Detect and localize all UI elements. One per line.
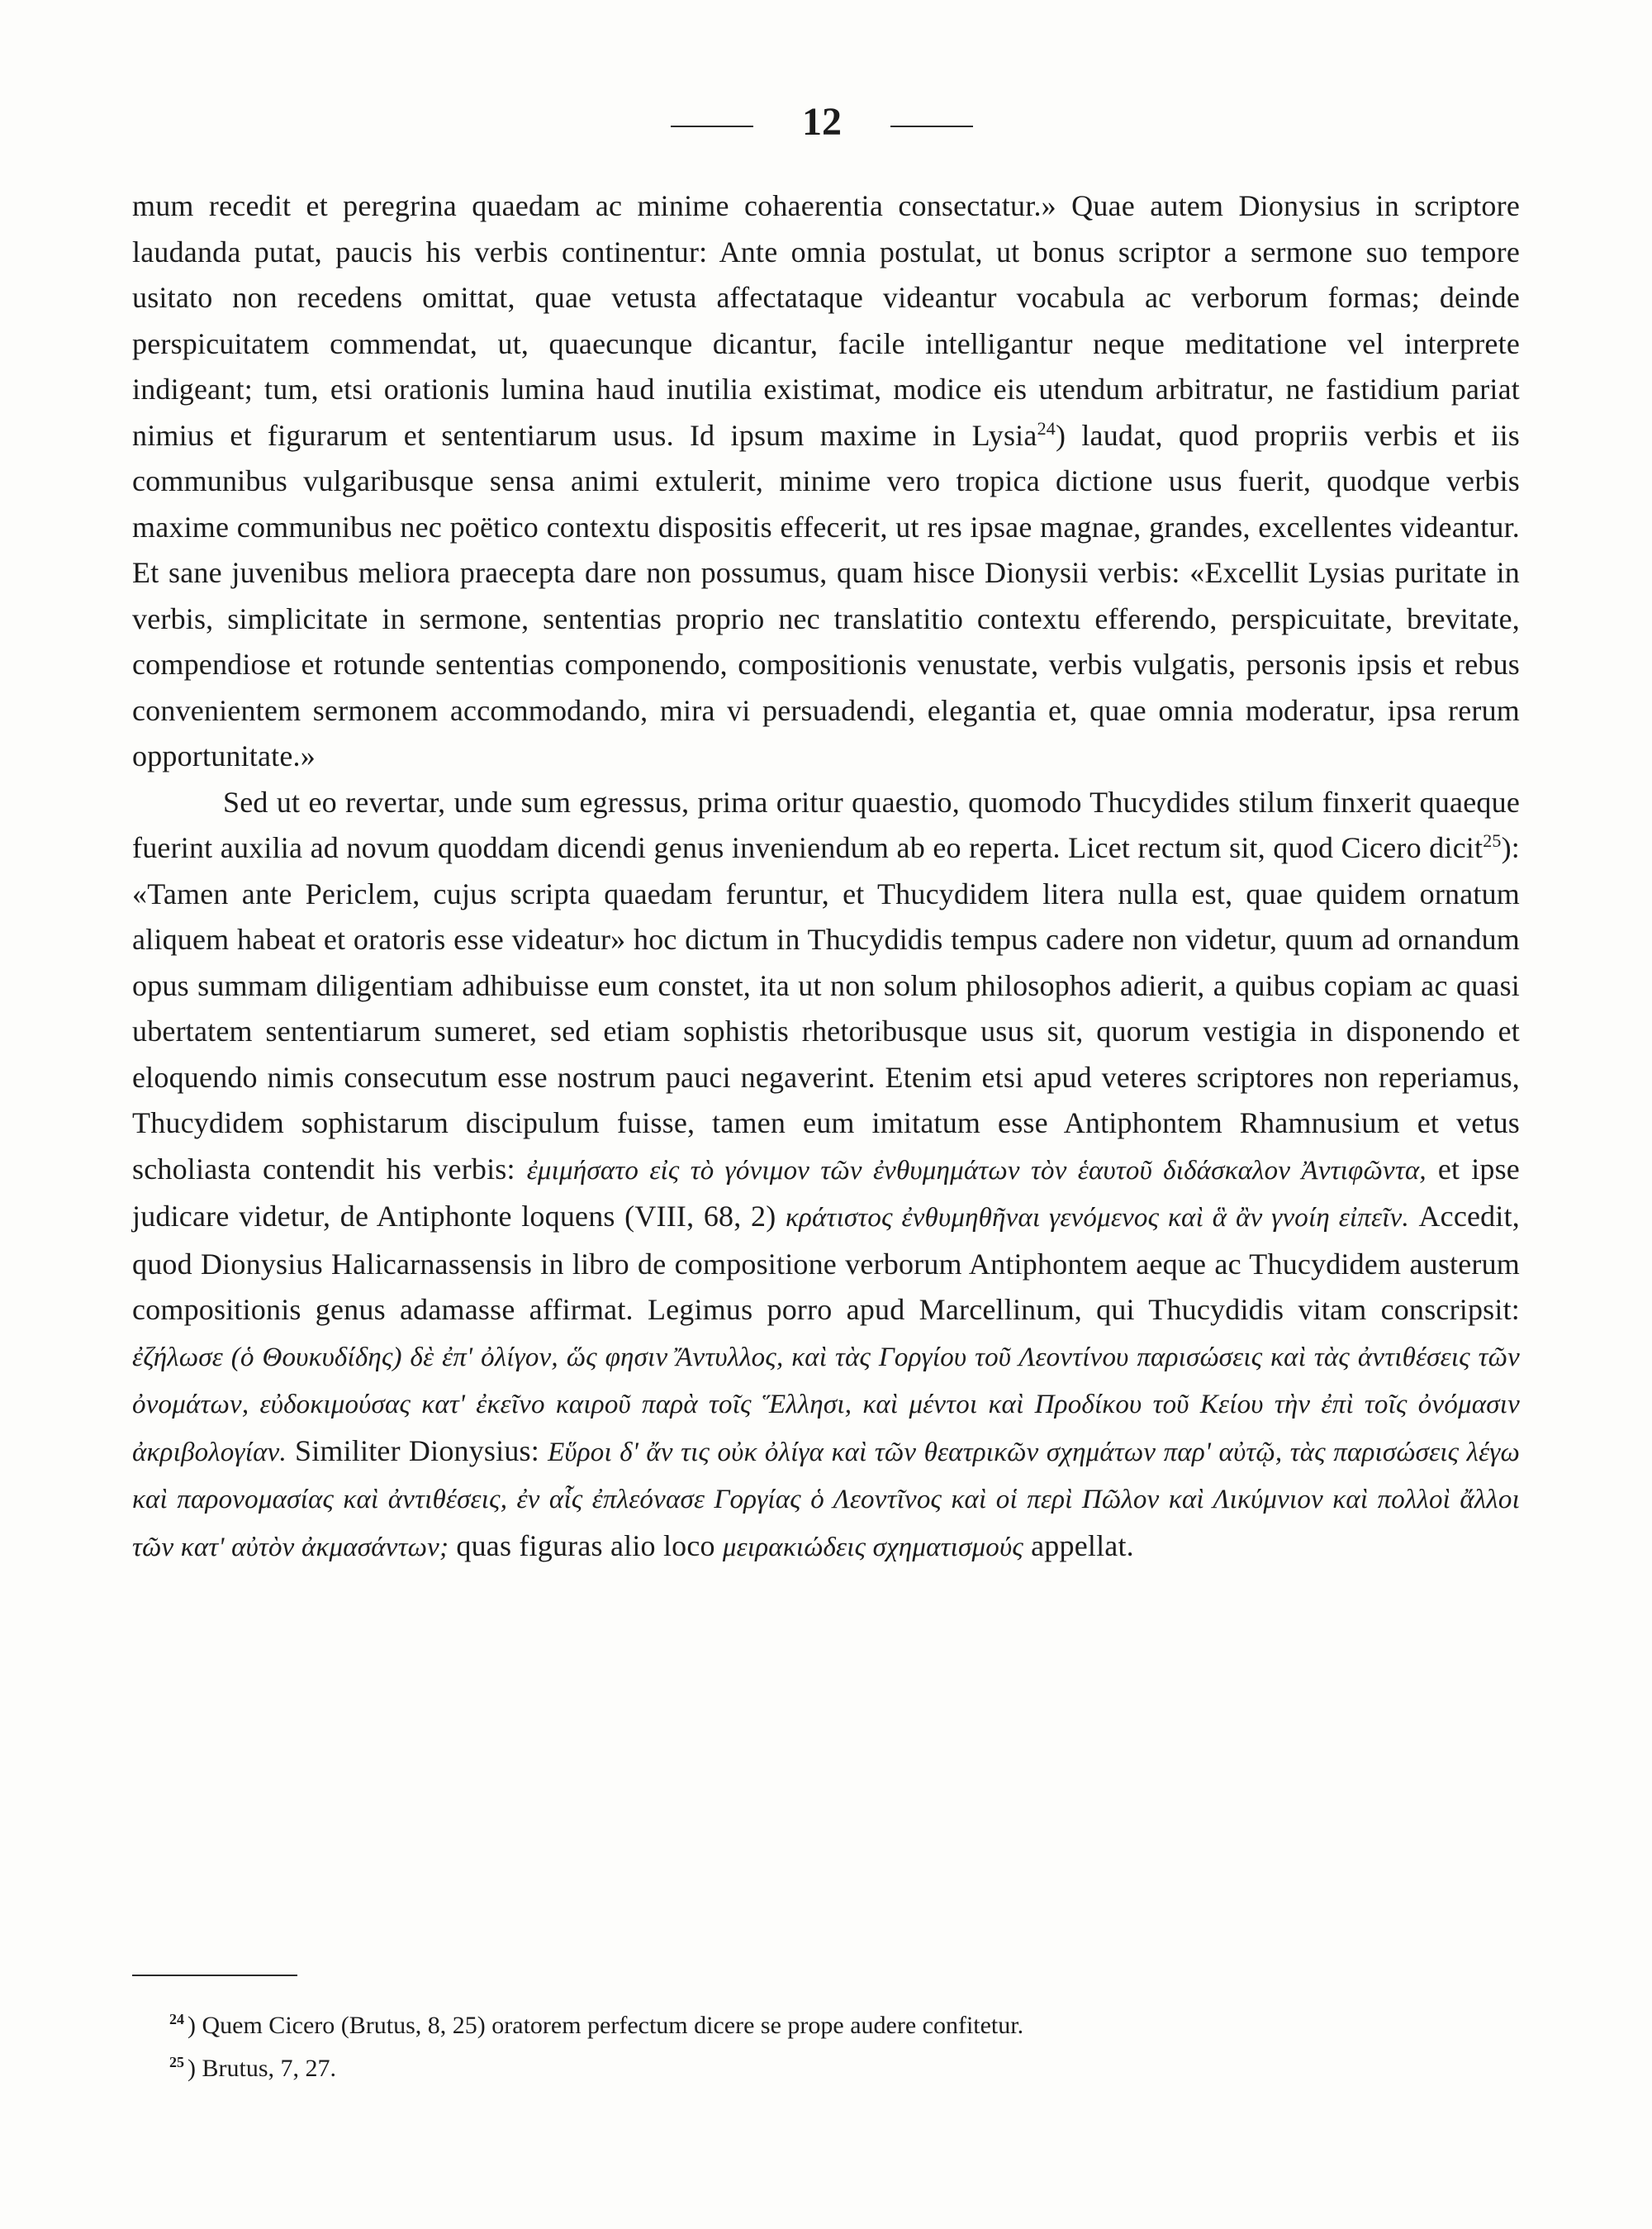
greek-quotation: ἐζήλωσε (ὁ Θουκυδίδης) δὲ ἐπ' ὀλίγον, ὥς φησιν Ἄντυλλος, καὶ τὰς Γοργίου τοῦ Λεοντίνου παρισώσεις καὶ τὰς ἀντιθέσεις τῶν ὀνομάτων, εὐδοκιμούσας κατ' ἐκεῖνο καιροῦ παρὰ τοῖς Ἕλλησι, καὶ μέντοι καὶ Προδίκου τοῦ Κείου τὴν ἐπὶ τοῖς ὀνόμασιν ἀκριβολογίαν. xyxy=(132,1342,1520,1467)
paragraph xyxy=(132,780,1520,1571)
footnote-text: ) Quem Cicero (Brutus, 8, 25) oratorem perfectum dicere se prope audere confitetur. xyxy=(188,2012,1024,2039)
footnote xyxy=(169,2044,1491,2087)
page-number: 12 xyxy=(802,100,842,144)
footnote-mark: 24 xyxy=(169,2011,184,2027)
paragraph xyxy=(132,183,1520,780)
body-text xyxy=(132,183,1520,1571)
footnotes xyxy=(169,2001,1491,2087)
greek-quotation: μειρακιώδεις σχηματισμούς xyxy=(722,1532,1023,1562)
footnote-reference: 24 xyxy=(1037,417,1056,439)
greek-quotation: Εὕροι δ' ἄν τις οὐκ ὀλίγα καὶ τῶν θεατρικῶν σχημάτων παρ' αὐτῷ, τὰς παρισώσεις λέγω καὶ παρονομασίας καὶ ἀντιθέσεις, ἐν αἷς ἐπλεόνασε Γοργίας ὁ Λεοντῖνος καὶ οἱ περὶ Πῶλον καὶ Λικύμνιον καὶ πολλοὶ ἄλλοι τῶν κατ' αὐτὸν ἀκμασάντων; xyxy=(132,1437,1520,1562)
greek-quotation: ἐμιμήσατο εἰς τὸ γόνιμον τῶν ἐνθυμημάτων τὸν ἑαυτοῦ διδάσκαλον Ἀντιφῶντα, xyxy=(526,1155,1427,1186)
paragraph-text: ): «Tamen ante Periclem, cujus scripta quaedam feruntur, et Thucydidem litera nulla est, quae quidem ornatum aliquem habeat et oratoris esse videatur» hoc dictum in Thucydidis tempus cadere non videtur, quum ad ornandum opus summam diligentiam adhibuisse eum constet, ita ut non solum philosophos adierit, a quibus copiam ac quasi ubertatem sententiarum sumeret, sed etiam sophistis rhetoribusque usus sit, quorum vestigia in disponendo et eloquendo nimis consecutum esse nostrum pauci negaverint. Etenim etsi apud veteres scriptores non reperiamus, Thucydidem sophistarum discipulum fuisse, tamen eum imitatum esse Antiphontem Rhamnusium et vetus scholiasta contendit his verbis: xyxy=(132,831,1520,1186)
footnote-text: ) Brutus, 7, 27. xyxy=(188,2055,336,2082)
footnote-separator xyxy=(132,1975,297,1976)
paragraph-text: Similiter Dionysius: xyxy=(286,1433,548,1467)
paragraph-text: ) laudat, quod propriis verbis et iis communibus vulgaribusque sensa animi extulerit, minime vero tropica dictione usus fuerit, quodque verbis maxime communibus nec poëtico contextu dispositis effecerit, ut res ipsae magnae, grandes, excellentes videantur. Et sane juvenibus meliora praecepta dare non possumus, quam hisce Dionysii verbis: «Excellit Lysias puritate in verbis, simplicitate in sermone, sententias proprio nec translatitio contextu efferendo, perspicuitate, brevitate, compendiose et rotunde sententias componendo, compositionis venustate, verbis vulgatis, personis ipsis et rebus convenientem sermonem accommodando, mira vi persuadendi, elegantia et, quae omnia moderatur, ipsa rerum opportunitate.» xyxy=(132,418,1521,772)
header-rule-left xyxy=(671,126,753,127)
greek-quotation: κράτιστος ἐνθυμηθῆναι γενόμενος καὶ ἃ ἂν γνοίη εἰπεῖν. xyxy=(785,1203,1409,1233)
footnote-reference: 25 xyxy=(1483,830,1502,851)
footnote xyxy=(169,2001,1491,2044)
paragraph-text: et ipse judicare videtur, de Antiphonte loquens (VIII, 68, 2) xyxy=(132,1152,1520,1233)
header-rule-right xyxy=(890,126,973,127)
paragraph-text: quas figuras alio loco xyxy=(449,1528,723,1562)
paragraph-text: Sed ut eo revertar, unde sum egressus, prima oritur quaestio, quomodo Thucydides stilum finxerit quaeque fuerint auxilia ad novum quoddam dicendi genus inveniendum ab eo reperta. Licet rectum sit, quod Cicero dicit xyxy=(132,785,1520,864)
page-header xyxy=(0,97,1652,147)
paragraph-text: mum recedit et peregrina quaedam ac minime cohaerentia consectatur.» Quae autem Dionysius in scriptore laudanda putat, paucis his verbis continentur: Ante omnia postulat, ut bonus scriptor a sermone suo tempore usitato non recedens omittat, quae vetusta affectataque videantur vocabula ac verborum formas; deinde perspicuitatem commendat, ut, quaecunque dicantur, facile intelligantur neque meditatione vel interprete indigeant; tum, etsi orationis lumina haud inutilia existimat, modice eis utendum arbitratur, ne fastidium pariat nimius et figurarum et sententiarum usus. Id ipsum maxime in Lysia xyxy=(132,189,1520,452)
footnote-mark: 25 xyxy=(169,2054,184,2070)
paragraph-text: Accedit, quod Dionysius Halicarnassensis in libro de compositione verborum Antiphontem aeque ac Thucydidem austerum compositionis genus adamasse affirmat. Legimus porro apud Marcellinum, qui Thucydidis vitam conscripsit: xyxy=(132,1200,1520,1326)
paragraph-text: appellat. xyxy=(1023,1528,1134,1562)
